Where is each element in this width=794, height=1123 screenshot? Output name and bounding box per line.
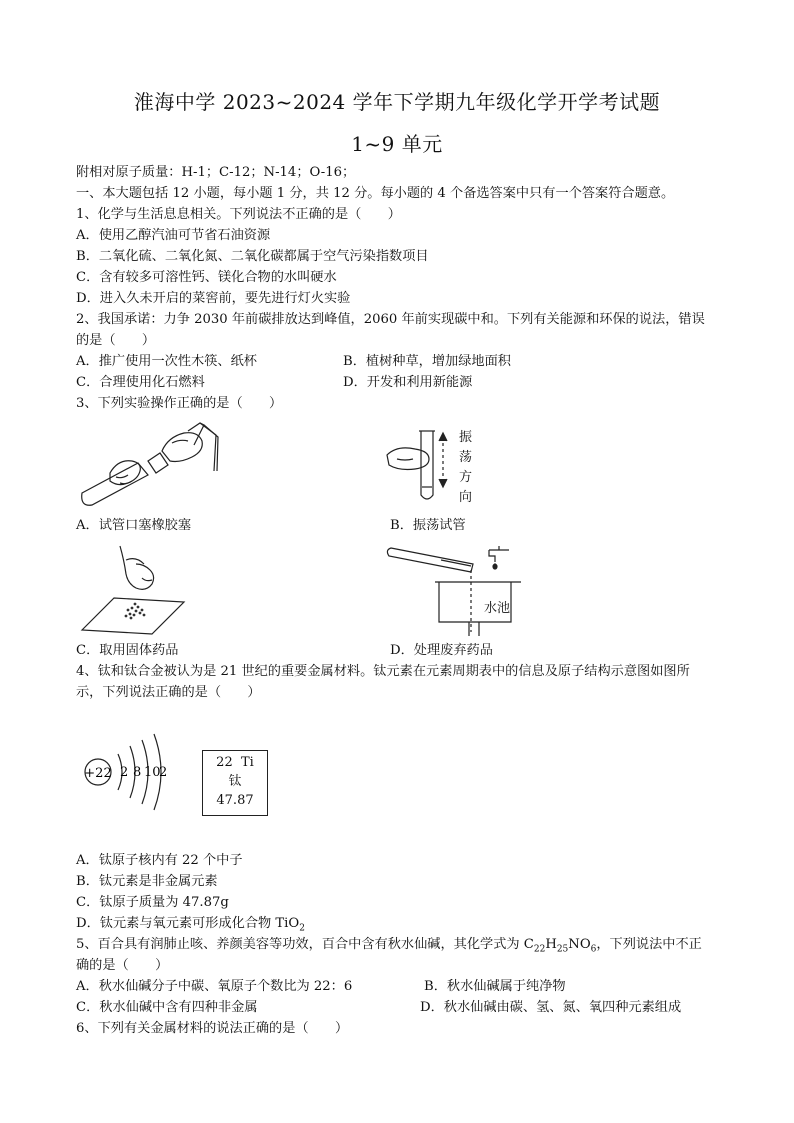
sink-label: 水池 — [484, 601, 511, 616]
page-subtitle: 1~9 单元 — [351, 132, 443, 156]
q3-option-b: B．振荡试管 — [390, 518, 466, 533]
shell-electrons: 2 — [159, 765, 168, 780]
figure-b-char: 方 — [459, 470, 473, 485]
q4-option-a: A．钛原子核内有 22 个中子 — [76, 853, 243, 868]
element-mass: 47.87 — [216, 793, 254, 808]
q5-stem-post: ，下列说法中不正 — [596, 937, 702, 952]
q2-stem: 2、我国承诺：力争 2030 年前碳排放达到峰值，2060 年前实现碳中和。下列有关能源和环保的说法，错误 — [76, 312, 705, 327]
q4-option-d-text: D．钛元素与氧元素可形成化合物 TiO — [76, 916, 300, 931]
page-title: 淮海中学 2023~2024 学年下学期九年级化学开学考试题 — [133, 90, 661, 114]
q5-sub: 22 — [533, 944, 546, 955]
figure-dispose-waste — [385, 540, 525, 640]
figure-insert-stopper — [76, 415, 226, 510]
element-name: 钛 — [228, 774, 242, 789]
q1-option-d: D．进入久未开启的菜窖前，要先进行灯火实验 — [76, 291, 351, 306]
shell-electrons: 10 — [144, 765, 161, 780]
q1-option-c: C．含有较多可溶性钙、镁化合物的水叫硬水 — [76, 270, 337, 285]
q5-option-b: B．秋水仙碱属于纯净物 — [424, 979, 566, 994]
q5-formula-part: H — [545, 937, 557, 952]
q5-stem-pre: 5、百合具有润肺止咳、养颜美容等功效，百合中含有秋水仙碱，其化学式为 C — [76, 937, 534, 952]
q4-stem-cont: 示，下列说法正确的是（ ） — [76, 685, 261, 700]
titanium-atom-diagram — [78, 730, 178, 820]
q6-stem: 6、下列有关金属材料的说法正确的是（ ） — [76, 1021, 349, 1036]
q4-option-d-sub: 2 — [299, 923, 305, 934]
q5-option-a: A．秋水仙碱分子中碳、氧原子个数比为 22：6 — [76, 979, 353, 994]
figure-take-solid — [80, 540, 190, 635]
element-number-symbol: 22 Ti — [216, 755, 254, 770]
figure-b-char: 荡 — [459, 450, 473, 465]
q1-stem: 1、化学与生活息息相关。下列说法不正确的是（ ） — [76, 207, 401, 222]
q2-option-c: C．合理使用化石燃料 — [76, 375, 205, 390]
q4-option-b: B．钛元素是非金属元素 — [76, 874, 218, 889]
q4-option-c: C．钛原子质量为 47.87g — [76, 895, 229, 910]
q2-stem-cont: 的是（ ） — [76, 333, 156, 348]
q5-sub: 6 — [590, 944, 597, 955]
q1-option-b: B．二氧化硫、二氧化氮、二氧化碳都属于空气污染指数项目 — [76, 249, 429, 264]
section-instructions: 一、本大题包括 12 小题，每小题 1 分，共 12 分。每小题的 4 个备选答案中只有一个答案符合题意。 — [76, 186, 675, 201]
nucleus-charge: +22 — [84, 766, 112, 781]
q2-option-b: B．植树种草，增加绿地面积 — [343, 354, 511, 369]
periodic-table-cell — [202, 750, 268, 816]
q2-option-a: A．推广使用一次性木筷、纸杯 — [76, 354, 257, 369]
figure-b-label — [459, 428, 475, 508]
shell-electrons: 2 — [120, 765, 129, 780]
q5-formula-part: NO — [568, 937, 591, 952]
q4-option-d — [76, 912, 305, 934]
q5-option-c: C．秋水仙碱中含有四种非金属 — [76, 1000, 258, 1015]
figure-b-char: 振 — [459, 430, 473, 445]
q3-option-d: D．处理废弃药品 — [390, 643, 493, 658]
q5-stem — [76, 933, 702, 955]
figure-b-char: 向 — [459, 490, 473, 505]
q5-sub: 25 — [556, 944, 569, 955]
q5-option-d: D．秋水仙碱由碳、氢、氮、氧四种元素组成 — [420, 1000, 682, 1015]
q1-option-a: A．使用乙醇汽油可节省石油资源 — [76, 228, 271, 243]
q2-option-d: D．开发和利用新能源 — [343, 375, 473, 390]
q3-stem: 3、下列实验操作正确的是（ ） — [76, 396, 283, 411]
q3-option-c: C．取用固体药品 — [76, 643, 179, 658]
shell-electrons: 8 — [133, 765, 142, 780]
atomic-masses: 附相对原子质量：H-1；C-12；N-14；O-16； — [76, 165, 356, 180]
q3-option-a: A．试管口塞橡胶塞 — [76, 518, 192, 533]
q5-stem-cont: 确的是（ ） — [76, 958, 169, 973]
q4-stem: 4、钛和钛合金被认为是 21 世纪的重要金属材料。钛元素在元素周期表中的信息及原子结构示意图如图所 — [76, 664, 690, 679]
